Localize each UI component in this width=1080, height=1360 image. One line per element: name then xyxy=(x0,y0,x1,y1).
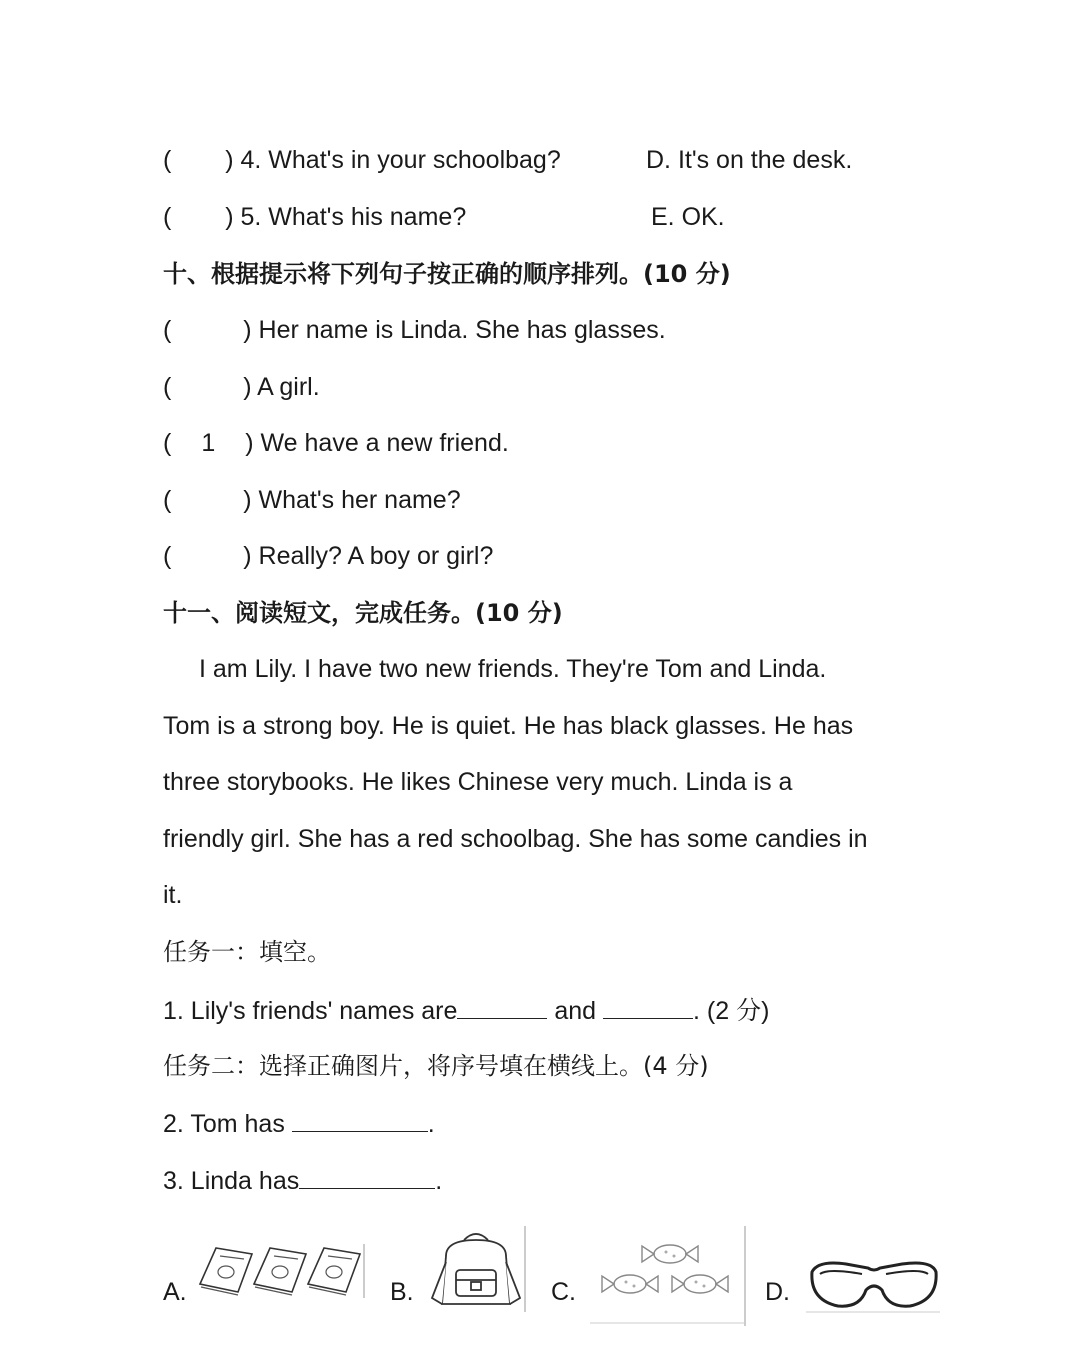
question-text: and xyxy=(547,997,604,1025)
paren-close: ) xyxy=(225,203,234,231)
answer-blank[interactable] xyxy=(292,1107,428,1132)
paren-open: ( xyxy=(163,542,172,570)
sentence-text: Her name is Linda. She has glasses. xyxy=(258,316,666,344)
option-letter: A. xyxy=(163,1278,187,1306)
paren-open: ( xyxy=(163,373,172,401)
paren-close: ) xyxy=(243,486,252,514)
section-heading: 十、根据提示将下列句子按正确的顺序排列。(10 分) xyxy=(163,260,731,288)
matching-row xyxy=(163,202,466,232)
option-letter: D. xyxy=(765,1278,790,1306)
glasses-icon xyxy=(806,1250,942,1316)
answer-blank[interactable] xyxy=(457,994,547,1019)
question-end: . xyxy=(427,1110,435,1138)
order-item xyxy=(163,541,493,571)
order-item xyxy=(163,485,461,515)
passage-line: friendly girl. She has a red schoolbag. She has some candies in xyxy=(163,825,868,853)
order-item xyxy=(163,428,509,458)
task-title: 任务二：选择正确图片，将序号填在横线上。(4 分) xyxy=(163,1052,709,1080)
storybooks-icon xyxy=(196,1240,366,1300)
sentence-text: What's her name? xyxy=(258,486,461,514)
order-item xyxy=(163,315,666,345)
task2-question xyxy=(163,1164,442,1196)
passage-line: it. xyxy=(163,881,183,909)
paren-close: ) xyxy=(243,542,252,570)
answer-blank[interactable] xyxy=(299,1164,435,1189)
paren-close: ) xyxy=(243,316,252,344)
option-letter: C. xyxy=(551,1278,576,1306)
paren-close: ) xyxy=(225,146,234,174)
paren-open: ( xyxy=(163,316,172,344)
answer-option: D. It's on the desk. xyxy=(646,146,853,174)
order-item xyxy=(163,372,320,402)
question-text: 3. Linda has xyxy=(163,1167,300,1195)
score-note: . (2 分) xyxy=(693,997,770,1025)
task2-question xyxy=(163,1107,435,1139)
section-heading: 十一、阅读短文，完成任务。(10 分) xyxy=(163,599,563,627)
question-text: 2. Tom has xyxy=(163,1110,292,1138)
passage-line: I am Lily. I have two new friends. They're Tom and Linda. xyxy=(199,655,827,683)
answer-blank[interactable] xyxy=(603,994,693,1019)
paren-open: ( xyxy=(163,486,172,514)
candies-icon xyxy=(590,1226,750,1326)
question-end: . xyxy=(435,1167,443,1195)
passage-line: Tom is a strong boy. He is quiet. He has black glasses. He has xyxy=(163,712,854,740)
matching-row xyxy=(163,145,561,175)
task1-question xyxy=(163,994,769,1026)
passage-line: three storybooks. He likes Chinese very much. Linda is a xyxy=(163,768,793,796)
answer-option: E. OK. xyxy=(651,203,725,231)
order-slot[interactable]: 1 xyxy=(201,429,216,457)
paren-close: ) xyxy=(245,429,254,457)
paren-open: ( xyxy=(163,203,172,231)
sentence-text: Really? A boy or girl? xyxy=(258,542,494,570)
question-text: 1. Lily's friends' names are xyxy=(163,997,458,1025)
question-text: 5. What's his name? xyxy=(240,203,467,231)
option-letter: B. xyxy=(390,1278,414,1306)
sentence-text: We have a new friend. xyxy=(260,429,509,457)
task-title: 任务一：填空。 xyxy=(163,938,331,966)
question-text: 4. What's in your schoolbag? xyxy=(240,146,561,174)
paren-open: ( xyxy=(163,146,172,174)
sentence-text: A girl. xyxy=(257,373,320,401)
paren-open: ( xyxy=(163,429,172,457)
schoolbag-icon xyxy=(426,1226,528,1312)
paren-close: ) xyxy=(243,373,252,401)
